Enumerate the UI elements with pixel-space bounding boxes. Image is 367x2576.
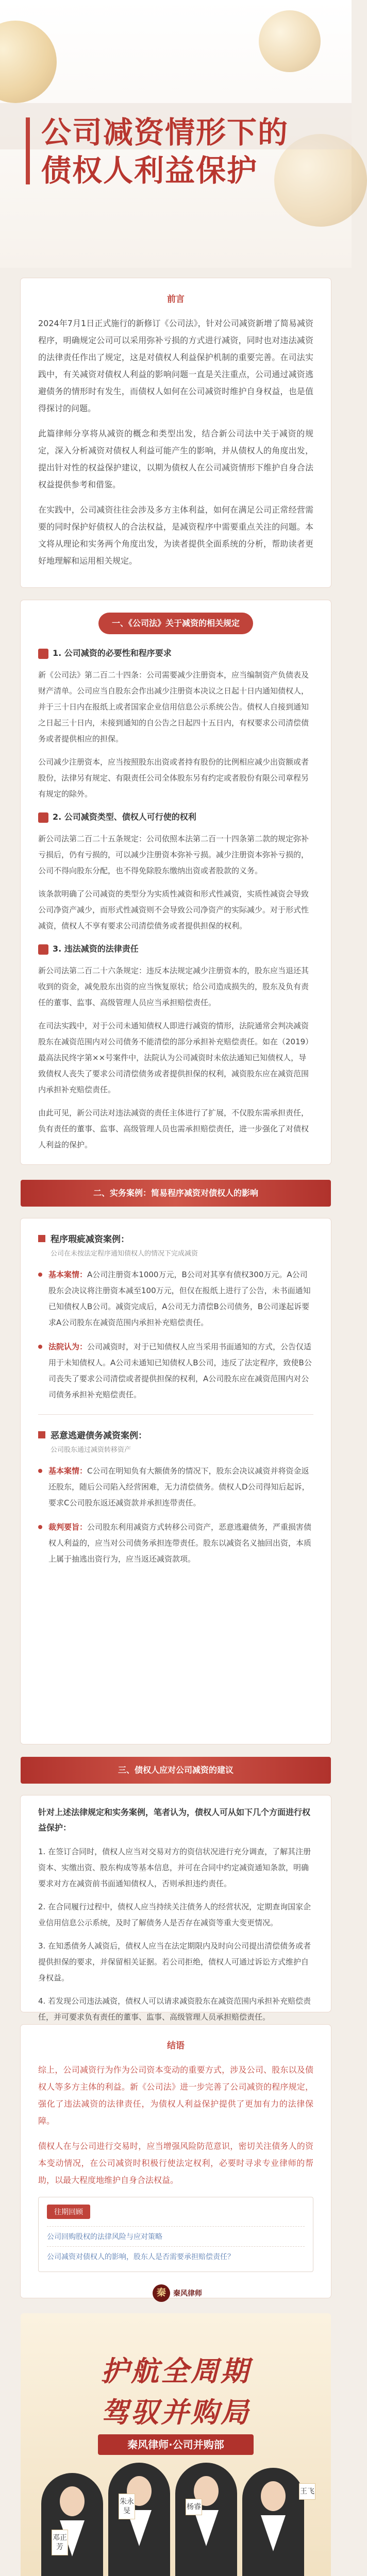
section-1-heading: 一、《公司法》关于减资的相关规定	[98, 613, 253, 634]
bullet-square-icon	[38, 812, 48, 823]
advice-item: 1. 在签订合同时，债权人应当对交易对方的资信状况进行充分调查，了解其注册资本、实缴出资、股东构成等基本信息，并可在合同中约定减资通知条款，明确要求对方在减资前书面通知债权人，否则承担违约责任。	[38, 1847, 311, 1888]
gold-coin-decoration	[259, 10, 321, 72]
case-1-heading: 程序瑕疵减资案例：	[38, 1232, 313, 1245]
section-1-paragraph: 该条款明确了公司减资的类型分为实质性减资和形式性减资，实质性减资会导致公司净资产减少，而形式性减资则不会导致公司净资产的实际减少。对于形式性减资，债权人不享有要求公司清偿债务或者提供担保的权利。	[38, 889, 309, 930]
bullet-square-icon	[38, 1431, 45, 1438]
intro-tag: 前言	[167, 294, 185, 304]
related-articles	[38, 2197, 313, 2272]
member-name-tag: 朱永旻	[119, 2494, 135, 2519]
promo-headline-2: 驾驭并购局	[101, 2396, 251, 2429]
intro-paragraph: 2024年7月1日正式施行的新修订《公司法》，针对公司减资新增了简易减资程序，明确规定公司可以采用弥补亏损的方式进行减资，同时也对违法减资的法律责任作出了规定，这是对债权人利益保护机制的重要完善。在司法实践中，有关减资对债权人利益的影响问题一直是关注重点，公司通过减资逃避债务的情形时有发生，而债权人如何在公司减资时维护自身权益，也是值得探讨的问题。	[38, 318, 313, 413]
intro-card	[21, 278, 331, 587]
case-2-facts: 基本案情：C公司在明知负有大额债务的情况下，股东会决议减资并将资金返还股东，随后公司陷入经营困难，无力清偿债务。债权人D公司得知后起诉，要求C公司股东返还减资款并承担连带责任。	[38, 1463, 313, 1511]
member-name-tag: 杨睿	[186, 2499, 202, 2515]
promo-department: 秦风律师·公司并购部	[98, 2434, 254, 2455]
section-1-paragraph: 公司减少注册资本，应当按照股东出资或者持有股份的比例相应减少出资额或者股份，法律另有规定、有限责任公司全体股东另有约定或者股份有限公司章程另有规定的除外。	[38, 757, 309, 799]
promo-poster	[21, 2313, 331, 2576]
conclusion-paragraph: 综上，公司减资行为作为公司资本变动的重要方式，涉及公司、股东以及债权人等多方主体的利益。新《公司法》进一步完善了公司减资的程序规定，强化了违法减资的法律责任，为债权人利益保护提供了更加有力的法律保障。	[38, 2065, 313, 2126]
case-2-subtitle: 公司股东通过减资转移资产	[51, 1446, 131, 1454]
team-photo	[108, 2463, 170, 2576]
section-3-card	[21, 1795, 331, 2022]
case-2-heading: 恶意逃避债务减资案例：	[38, 1428, 313, 1441]
hero-title-line-1: 公司减资情形下的	[41, 115, 289, 150]
section-3-lead: 针对上述法律规定和实务案例，笔者认为，债权人可从如下几个方面进行权益保护：	[38, 1807, 311, 1833]
intro-paragraph: 在实践中，公司减资往往会涉及多方主体利益，如何在满足公司正常经营需要的同时保护好债权人的合法权益，是减资程序中需要重点关注的问题。本文将从理论和实务两个角度出发，为读者提供全面系统的分析，帮助读者更好地理解和运用相关规定。	[38, 505, 313, 566]
member-name-tag: 王飞	[299, 2483, 315, 2500]
section-1-subheading: 2. 公司减资类型、债权人可行使的权利	[38, 809, 313, 825]
hero-title	[26, 113, 289, 190]
case-2-ruling: 裁判要旨：公司股东利用减资方式转移公司资产，恶意逃避债务，严重损害债权人利益的，应当对公司债务承担连带责任。股东以减资名义抽回出资，本质上属于抽逃出资行为，应当返还减资款项。	[38, 1519, 313, 1567]
promo-headline-1: 护航全周期	[101, 2355, 251, 2387]
related-article-link[interactable]: 公司减资对债权人的影响，股东人是否需要承担赔偿责任？	[47, 2246, 305, 2264]
section-3-banner: 三、债权人应对公司减资的建议	[21, 1757, 331, 1784]
intro-paragraph: 此篇律师分享将从减资的概念和类型出发，结合新公司法中关于减资的规定，深入分析减资对债权人利益可能产生的影响，并从债权人的角度出发，提出针对性的权益保护建议，以期为债权人在公司减资情形下维护自身合法权益提供参考和借鉴。	[38, 429, 313, 489]
section-1-paragraph: 新公司法第二百二十六条规定：违反本法规定减少注册资本的，股东应当退还其收到的资金，减免股东出资的应当恢复原状；给公司造成损失的，股东及负有责任的董事、监事、高级管理人员应当承担赔偿责任。	[38, 966, 309, 1007]
conclusion-tag: 结语	[167, 2041, 185, 2051]
team-photo	[41, 2473, 103, 2576]
section-1-paragraph: 由此可见，新公司法对违法减资的责任主体进行了扩展，不仅股东需承担责任，负有责任的董事、监事、高级管理人员也需承担赔偿责任，进一步强化了对债权人利益的保护。	[38, 1108, 309, 1149]
section-1-subheading: 3. 违法减资的法律责任	[38, 941, 313, 957]
advice-item: 3. 在知悉债务人减资后，债权人应当在法定期限内及时向公司提出清偿债务或者提供担保的要求，并保留相关证据。若公司拒绝，债权人可通过诉讼方式维护自身权益。	[38, 1941, 311, 1982]
team-photo	[175, 2463, 237, 2576]
related-article-link[interactable]: 公司回购股权的法律风险与应对策略	[47, 2226, 305, 2244]
member-name-tag: 邓正芳	[52, 2530, 68, 2555]
case-1-ruling: 法院认为：公司减资时，对于已知债权人应当采用书面通知的方式，公告仅适用于未知债权人。A公司未通知已知债权人B公司，违反了法定程序，致使B公司丧失了要求公司清偿或者提供担保的权利，A公司股东应在减资范围内对公司债务承担补充赔偿责任。	[38, 1339, 313, 1403]
firm-logo: 秦秦风律师	[38, 2284, 313, 2302]
title-accent-bar	[26, 117, 30, 184]
conclusion-card	[21, 2025, 331, 2298]
advice-item: 2. 在合同履行过程中，债权人应当持续关注债务人的经营状况，定期查询国家企业信用信息公示系统，及时了解债务人是否存在减资等重大变更情况。	[38, 1902, 311, 1927]
gold-coin-decoration	[0, 21, 57, 103]
advice-item: 4. 若发现公司违法减资，债权人可以请求减资股东在减资范围内承担补充赔偿责任，并可要求负有责任的董事、监事、高级管理人员承担赔偿责任。	[38, 1996, 311, 2022]
hero-title-line-2: 债权人利益保护	[41, 153, 258, 188]
section-2-card	[21, 1218, 331, 1744]
section-1-paragraph: 新公司法第二百二十五条规定：公司依照本法第二百一十四条第二款的规定弥补亏损后，仍有亏损的，可以减少注册资本弥补亏损。减少注册资本弥补亏损的，公司不得向股东分配，也不得免除股东缴纳出资或者股款的义务。	[38, 834, 309, 875]
bullet-square-icon	[38, 1235, 45, 1242]
divider	[38, 1414, 313, 1415]
section-1-subheading: 1. 公司减资的必要性和程序要求	[38, 646, 313, 661]
section-1-paragraph: 新《公司法》第二百二十四条：公司需要减少注册资本，应当编制资产负债表及财产清单。公司应当自股东会作出减少注册资本决议之日起十日内通知债权人，并于三十日内在报纸上或者国家企业信用信息公示系统公告。债权人自接到通知之日起三十日内，未接到通知的自公告之日起四十五日内，有权要求公司清偿债务或者提供相应的担保。	[38, 670, 309, 743]
section-1-card	[21, 600, 331, 1164]
conclusion-paragraph: 债权人在与公司进行交易时，应当增强风险防范意识，密切关注债务人的资本变动情况，在公司减资时积极行使法定权利，必要时寻求专业律师的帮助，以最大程度地维护自身合法权益。	[38, 2141, 313, 2185]
hero-header	[0, 0, 352, 268]
section-1-paragraph: 在司法实践中，对于公司未通知债权人即进行减资的情形，法院通常会判决减资股东在减资范围内对公司债务不能清偿的部分承担补充赔偿责任。如在（2019）最高法民终字第××号案件中，法院认为公司减资时未依法通知已知债权人，导致债权人丧失了要求公司清偿债务或者提供担保的权利，减资股东应在减资范围内承担补充赔偿责任。	[38, 1021, 313, 1094]
related-articles-title: 往期回顾	[47, 2205, 90, 2219]
case-1-facts: 基本案情：A公司注册资本1000万元，B公司对其享有债权300万元。A公司股东会决议将注册资本减至100万元，但仅在报纸上进行了公告，未书面通知已知债权人B公司。减资完成后，A公司无力清偿B公司债务，B公司遂起诉要求A公司股东在减资范围内承担补充赔偿责任。	[38, 1267, 313, 1331]
section-2-banner: 二、实务案例：简易程序减资对债权人的影响	[21, 1180, 331, 1207]
firm-seal-icon	[153, 2284, 170, 2302]
bullet-square-icon	[38, 944, 48, 955]
bullet-square-icon	[38, 649, 48, 659]
team-photo	[242, 2468, 304, 2576]
case-1-subtitle: 公司在未按法定程序通知债权人的情况下完成减资	[51, 1250, 198, 1258]
